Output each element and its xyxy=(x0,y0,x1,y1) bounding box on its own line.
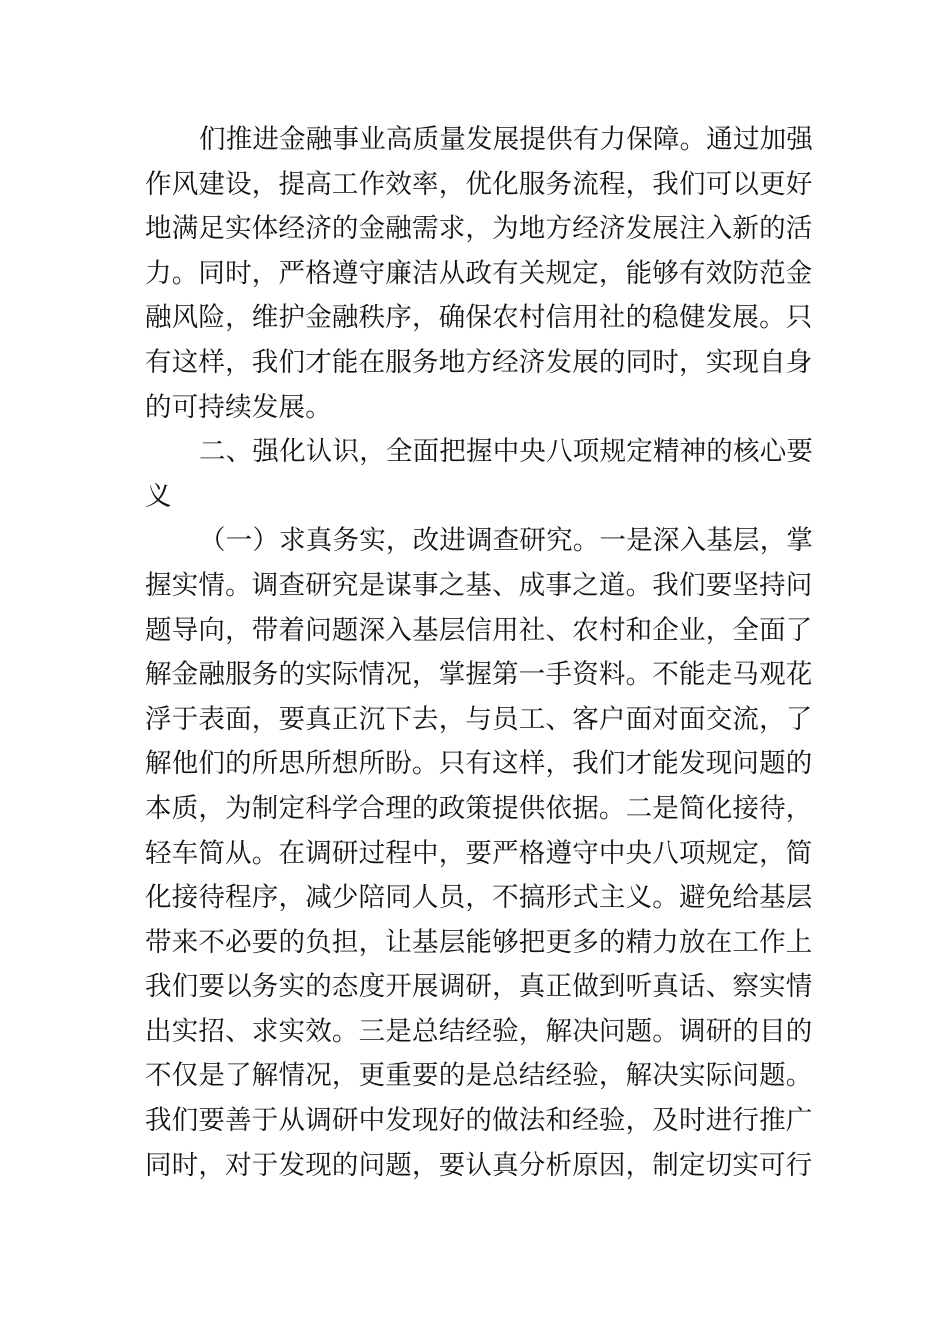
document-page xyxy=(145,118,814,1188)
text-line: 解金融服务的实际情况，掌握第一手资料。不能走马观花 xyxy=(145,659,813,691)
text-line: 浮于表面，要真正沉下去，与员工、客户面对面交流，了 xyxy=(145,703,813,735)
text-line: （一）求真务实，改进调查研究。一是深入基层，掌 xyxy=(199,525,814,557)
text-line: 我们要善于从调研中发现好的做法和经验，及时进行推广 xyxy=(145,1105,813,1137)
text-line: 题导向，带着问题深入基层信用社、农村和企业，全面了 xyxy=(145,614,813,646)
section-heading: 义 xyxy=(145,480,172,512)
text-line: 力。同时，严格遵守廉洁从政有关规定，能够有效防范金 xyxy=(145,257,813,289)
section-heading: 二、强化认识，全面把握中央八项规定精神的核心要 xyxy=(199,436,814,468)
text-line: 带来不必要的负担，让基层能够把更多的精力放在工作上 xyxy=(145,926,813,958)
text-line: 地满足实体经济的金融需求，为地方经济发展注入新的活 xyxy=(145,213,813,245)
text-line: 融风险，维护金融秩序，确保农村信用社的稳健发展。只 xyxy=(145,302,813,334)
text-line: 握实情。调查研究是谋事之基、成事之道。我们要坚持问 xyxy=(145,569,813,601)
text-line: 的可持续发展。 xyxy=(145,391,332,423)
text-line: 轻车简从。在调研过程中，要严格遵守中央八项规定，简 xyxy=(145,837,813,869)
text-line: 我们要以务实的态度开展调研，真正做到听真话、察实情 xyxy=(145,971,813,1003)
text-line: 出实招、求实效。三是总结经验，解决问题。调研的目的 xyxy=(145,1015,813,1047)
text-line: 不仅是了解情况，更重要的是总结经验，解决实际问题。 xyxy=(145,1060,813,1092)
text-line: 同时，对于发现的问题，要认真分析原因，制定切实可行 xyxy=(145,1149,813,1181)
text-line: 解他们的所思所想所盼。只有这样，我们才能发现问题的 xyxy=(145,748,813,780)
text-line: 化接待程序，减少陪同人员，不搞形式主义。避免给基层 xyxy=(145,882,813,914)
text-line: 们推进金融事业高质量发展提供有力保障。通过加强 xyxy=(199,124,814,155)
text-line: 作风建设，提高工作效率，优化服务流程，我们可以更好 xyxy=(145,168,813,200)
text-line: 有这样，我们才能在服务地方经济发展的同时，实现自身 xyxy=(145,346,813,378)
text-line: 本质，为制定科学合理的政策提供依据。二是简化接待， xyxy=(145,792,813,824)
